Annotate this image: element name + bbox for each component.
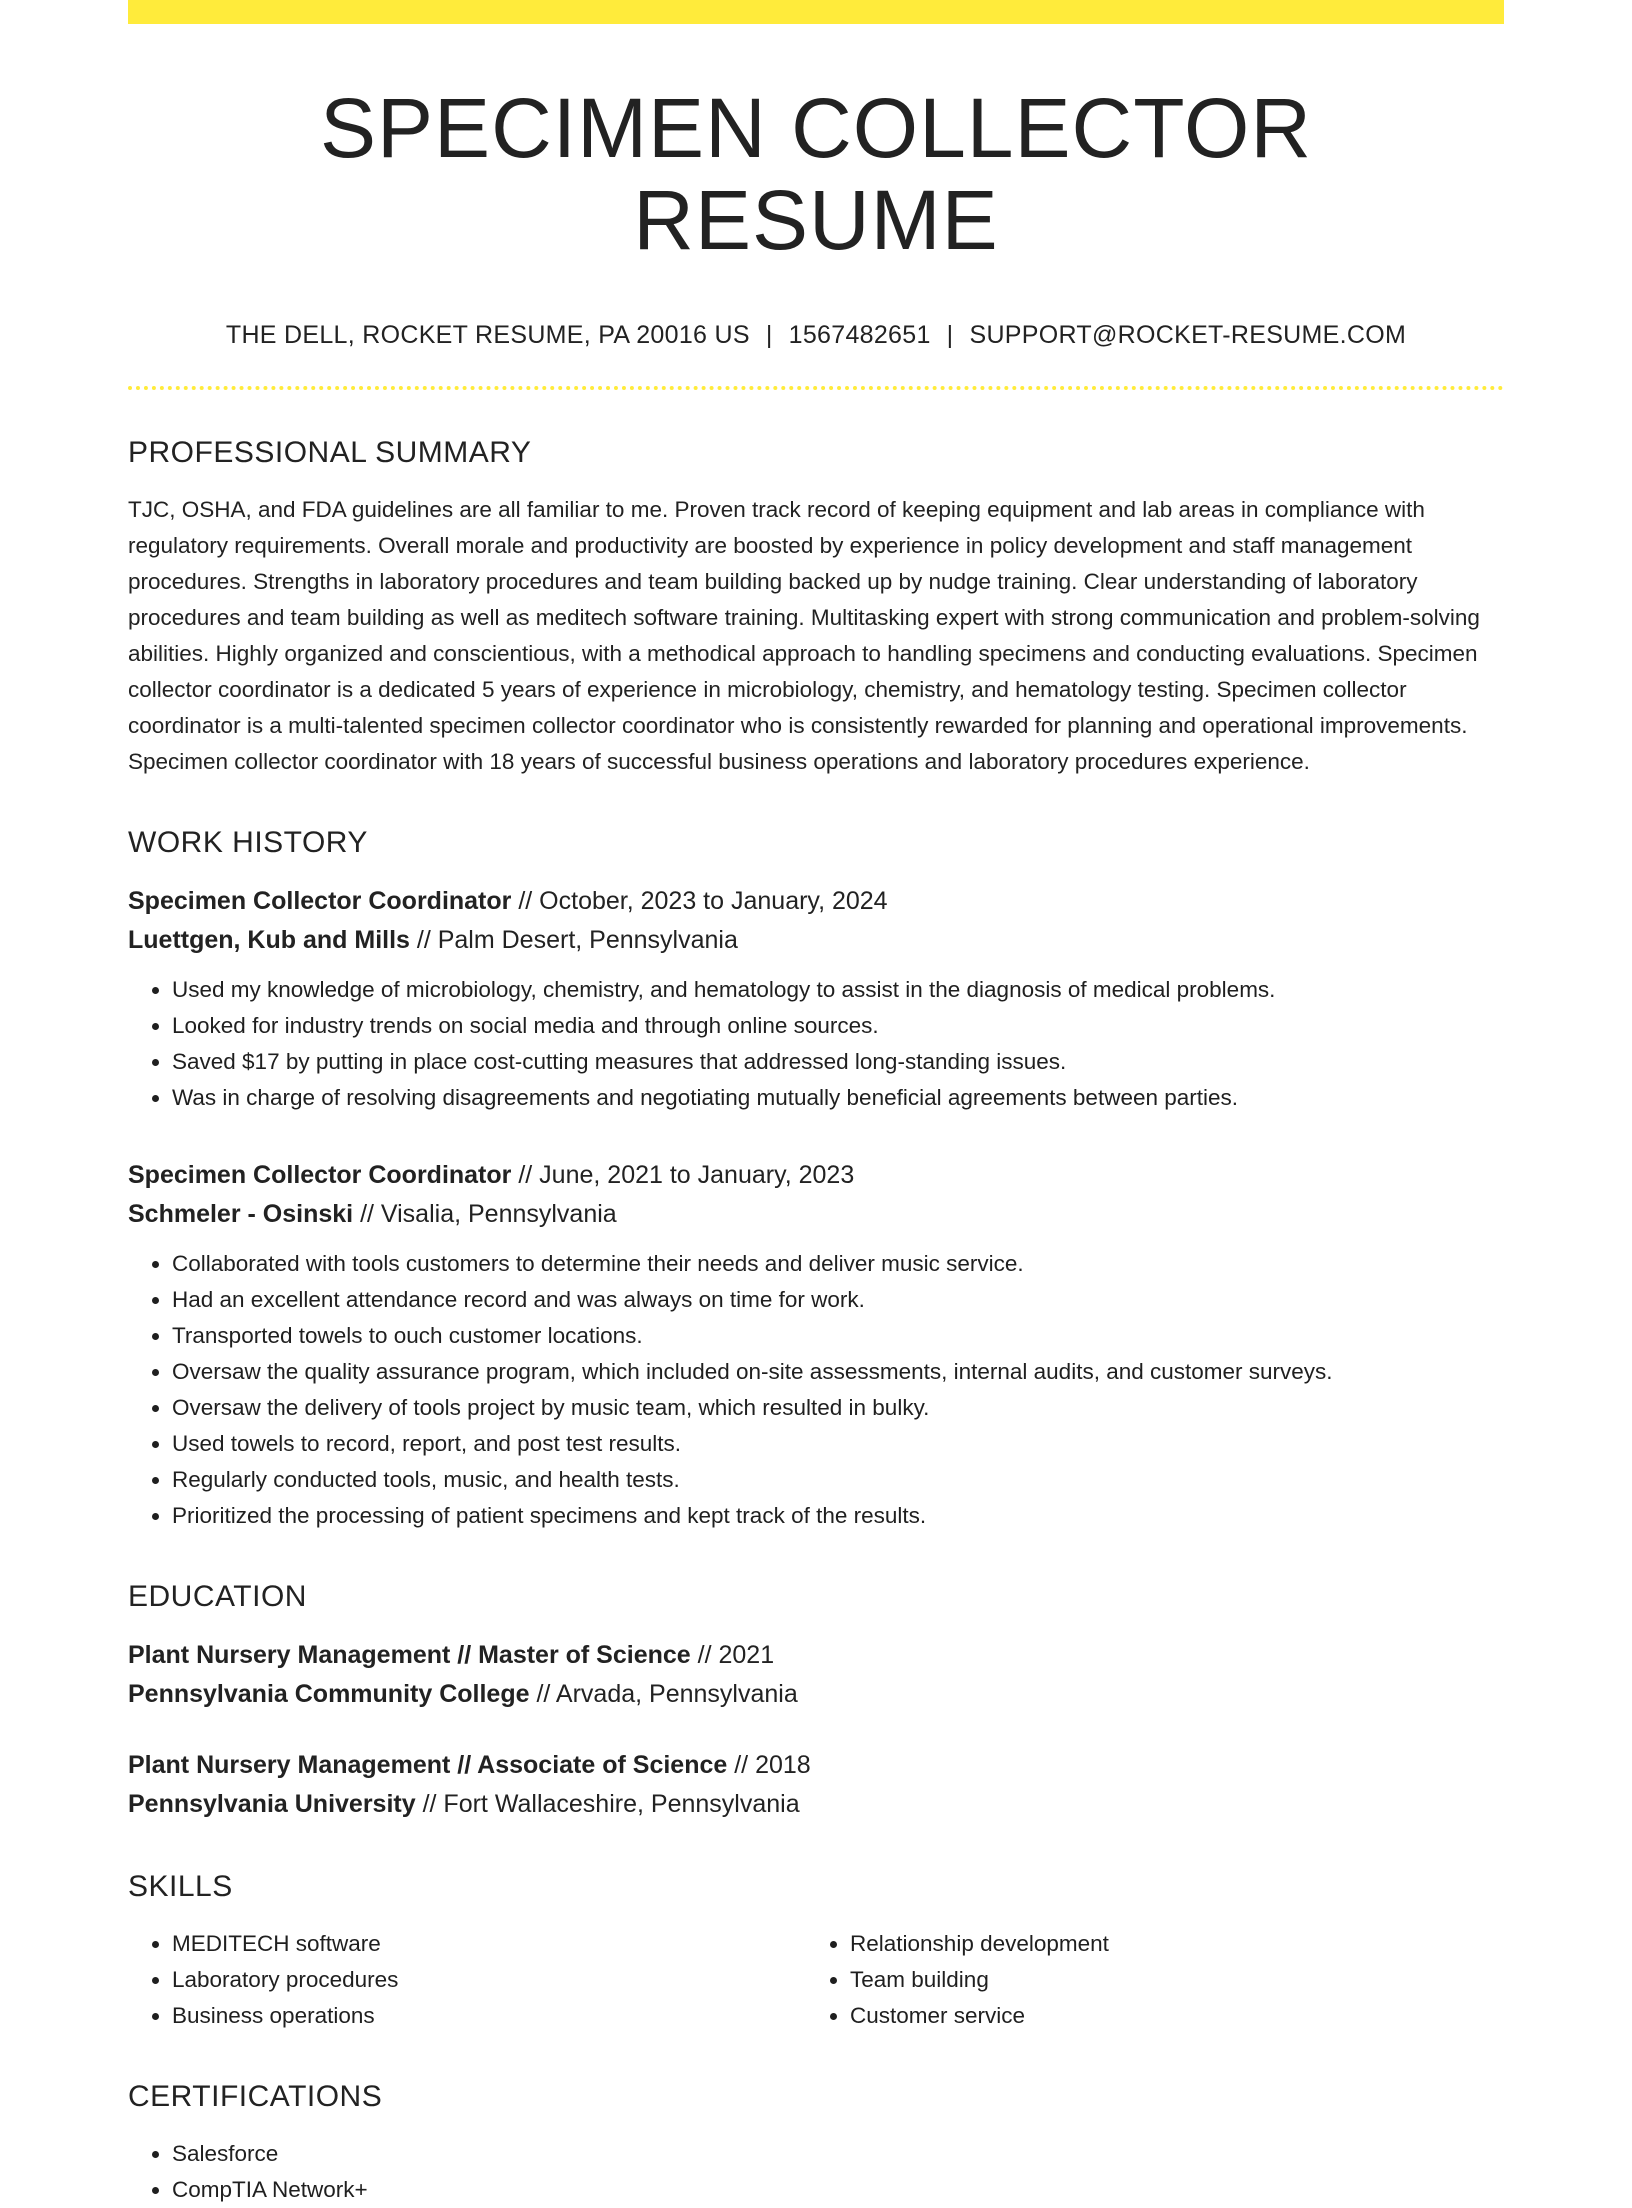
- job-company: Schmeler - Osinski: [128, 1199, 354, 1228]
- accent-top-bar: [128, 0, 1504, 24]
- job-bullet: • Oversaw the quality assurance program, which included on-site assessments, internal audits, and customer surveys.: [172, 1354, 1504, 1390]
- skills-list-left: [128, 1926, 826, 2034]
- job-company-line: [128, 1195, 1504, 1234]
- job-bullet: • Saved $17 by putting in place cost-cutting measures that addressed long-standing issues.: [172, 1044, 1504, 1080]
- certification-item: • CompTIA Network+: [172, 2172, 1504, 2208]
- resume-title: SPECIMEN COLLECTOR RESUME: [320, 81, 1312, 268]
- job-dates: // June, 2021 to January, 2023: [518, 1160, 855, 1189]
- school-location: // Arvada, Pennsylvania: [536, 1679, 798, 1708]
- resume-page: [128, 0, 1504, 2208]
- job-bullet: • Prioritized the processing of patient specimens and kept track of the results.: [172, 1498, 1504, 1534]
- skill-item: • Team building: [850, 1962, 1504, 1998]
- job-title: Specimen Collector Coordinator: [128, 886, 512, 915]
- contact-line: [128, 321, 1504, 350]
- skill-item: • Customer service: [850, 1998, 1504, 2034]
- degree-line: [128, 1636, 1504, 1675]
- job-title: Specimen Collector Coordinator: [128, 1160, 512, 1189]
- skill-item: • Laboratory procedures: [172, 1962, 826, 1998]
- certifications-heading: CERTIFICATIONS: [128, 2079, 383, 2113]
- contact-phone: 1567482651: [788, 320, 931, 349]
- certifications-list: [128, 2136, 1504, 2208]
- job-bullet: • Had an excellent attendance record and was always on time for work.: [172, 1282, 1504, 1318]
- skills-columns: [128, 1926, 1504, 2034]
- contact-address: THE DELL, ROCKET RESUME, PA 20016 US: [225, 320, 750, 349]
- job-location: // Palm Desert, Pennsylvania: [416, 925, 738, 954]
- contact-email: SUPPORT@ROCKET-RESUME.COM: [969, 320, 1407, 349]
- job-bullet: • Oversaw the delivery of tools project by music team, which resulted in bulky.: [172, 1390, 1504, 1426]
- job-title-line: [128, 882, 1504, 921]
- job-entry: [128, 1156, 1504, 1534]
- job-bullet: • Collaborated with tools customers to determine their needs and deliver music service.: [172, 1246, 1504, 1282]
- summary-text: TJC, OSHA, and FDA guidelines are all familiar to me. Proven track record of keeping equipment and lab areas in compliance with regulatory requirements. Overall morale and productivity are boosted by experience in policy development and staff management procedures. Strengths in laboratory procedures and team building backed up by nudge training. Clear understanding of laboratory procedures and team building as well as meditech software training. Multitasking expert with strong communication and problem-solving abilities. Highly organized and conscientious, with a methodical approach to handling specimens and conducting evaluations. Specimen collector coordinator is a dedicated 5 years of experience in microbiology, chemistry, and hematology testing. Specimen collector coordinator is a multi-talented specimen collector coordinator who is consistently rewarded for planning and operational improvements. Specimen collector coordinator with 18 years of successful business operations and laboratory procedures experience.: [128, 496, 1480, 774]
- skills-list-right: [806, 1926, 1504, 2034]
- job-entry: [128, 882, 1504, 1116]
- skill-item: • MEDITECH software: [172, 1926, 826, 1962]
- skill-item: • Business operations: [172, 1998, 826, 2034]
- degree: Plant Nursery Management // Master of Science: [128, 1640, 691, 1669]
- job-bullet: • Looked for industry trends on social media and through online sources.: [172, 1008, 1504, 1044]
- school-line: [128, 1675, 1504, 1714]
- education-entry: [128, 1746, 1504, 1824]
- graduation-year: // 2018: [734, 1750, 811, 1779]
- work-history-heading: WORK HISTORY: [128, 825, 368, 859]
- school: Pennsylvania Community College: [128, 1679, 530, 1708]
- school-location: // Fort Wallaceshire, Pennsylvania: [422, 1789, 800, 1818]
- job-bullet: • Regularly conducted tools, music, and health tests.: [172, 1462, 1504, 1498]
- degree: Plant Nursery Management // Associate of Science: [128, 1750, 728, 1779]
- summary-heading: PROFESSIONAL SUMMARY: [128, 435, 532, 469]
- contact-separator: |: [946, 320, 954, 349]
- graduation-year: // 2021: [697, 1640, 775, 1669]
- job-bullet: • Used towels to record, report, and post test results.: [172, 1426, 1504, 1462]
- certification-item: • Salesforce: [172, 2136, 1504, 2172]
- job-bullets: [128, 972, 1504, 1116]
- education-heading: EDUCATION: [128, 1579, 307, 1613]
- job-title-line: [128, 1156, 1504, 1195]
- job-bullet: • Transported towels to ouch customer locations.: [172, 1318, 1504, 1354]
- skills-heading: SKILLS: [128, 1869, 233, 1903]
- job-location: // Visalia, Pennsylvania: [360, 1199, 617, 1228]
- education-entry: [128, 1636, 1504, 1714]
- skill-item: • Relationship development: [850, 1926, 1504, 1962]
- job-company-line: [128, 921, 1504, 960]
- school-line: [128, 1785, 1504, 1824]
- contact-separator: |: [765, 320, 773, 349]
- job-company: Luettgen, Kub and Mills: [128, 925, 410, 954]
- job-dates: // October, 2023 to January, 2024: [518, 886, 888, 915]
- school: Pennsylvania University: [128, 1789, 416, 1818]
- degree-line: [128, 1746, 1504, 1785]
- job-bullet: • Was in charge of resolving disagreements and negotiating mutually beneficial agreements between parties.: [172, 1080, 1504, 1116]
- dotted-divider: [128, 386, 1504, 390]
- job-bullets: [128, 1246, 1504, 1534]
- job-bullet: • Used my knowledge of microbiology, chemistry, and hematology to assist in the diagnosis of medical problems.: [172, 972, 1504, 1008]
